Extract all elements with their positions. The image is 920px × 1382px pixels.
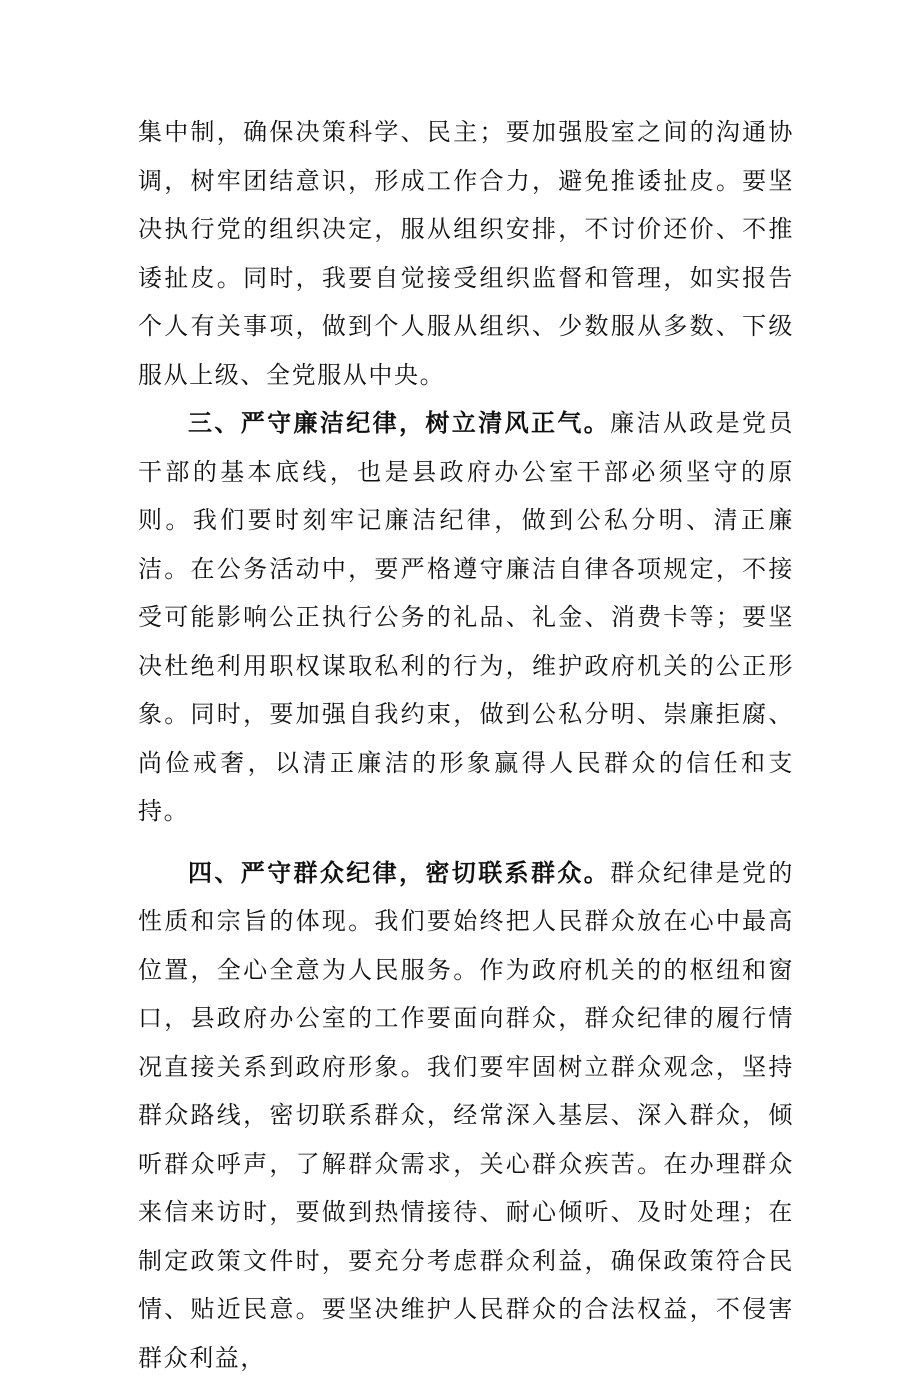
paragraph-integrity-discipline (138, 399, 794, 836)
paragraph-mass-discipline (138, 849, 794, 1382)
document-body (138, 108, 794, 1382)
paragraph-body: 集中制，确保决策科学、民主；要加强股室之间的沟通协调，树牢团结意识，形成工作合力，避免推诿扯皮。要坚决执行党的组织决定，服从组织安排，不讨价还价、不推诿扯皮。同时，我要自觉接受组织监督和管理，如实报告个人有关事项，做到个人服从组织、少数服从多数、下级服从上级、全党服从中央。 (138, 118, 794, 389)
paragraph-continuation (138, 108, 794, 399)
section-heading-three: 三、严守廉洁纪律，树立清风正气。 (188, 409, 610, 437)
paragraph-body: 群众纪律是党的性质和宗旨的体现。我们要始终把人民群众放在心中最高位置，全心全意为人民服务。作为政府机关的的枢纽和窗口，县政府办公室的工作要面向群众，群众纪律的履行情况直接关系到政府形象。我们要牢固树立群众观念，坚持群众路线，密切联系群众，经常深入基层、深入群众，倾听群众呼声，了解群众需求，关心群众疾苦。在办理群众来信来访时，要做到热情接待、耐心倾听、及时处理；在制定政策文件时，要充分考虑群众利益，确保政策符合民情、贴近民意。要坚决维护人民群众的合法权益，不侵害群众利益， (138, 859, 794, 1372)
paragraph-body: 廉洁从政是党员干部的基本底线，也是县政府办公室干部必须坚守的原则。我们要时刻牢记廉洁纪律，做到公私分明、清正廉洁。在公务活动中，要严格遵守廉洁自律各项规定，不接受可能影响公正执行公务的礼品、礼金、消费卡等；要坚决杜绝利用职权谋取私利的行为，维护政府机关的公正形象。同时，要加强自我约束，做到公私分明、崇廉拒腐、尚俭戒奢，以清正廉洁的形象赢得人民群众的信任和支持。 (138, 409, 794, 825)
section-heading-four: 四、严守群众纪律，密切联系群众。 (188, 859, 610, 887)
